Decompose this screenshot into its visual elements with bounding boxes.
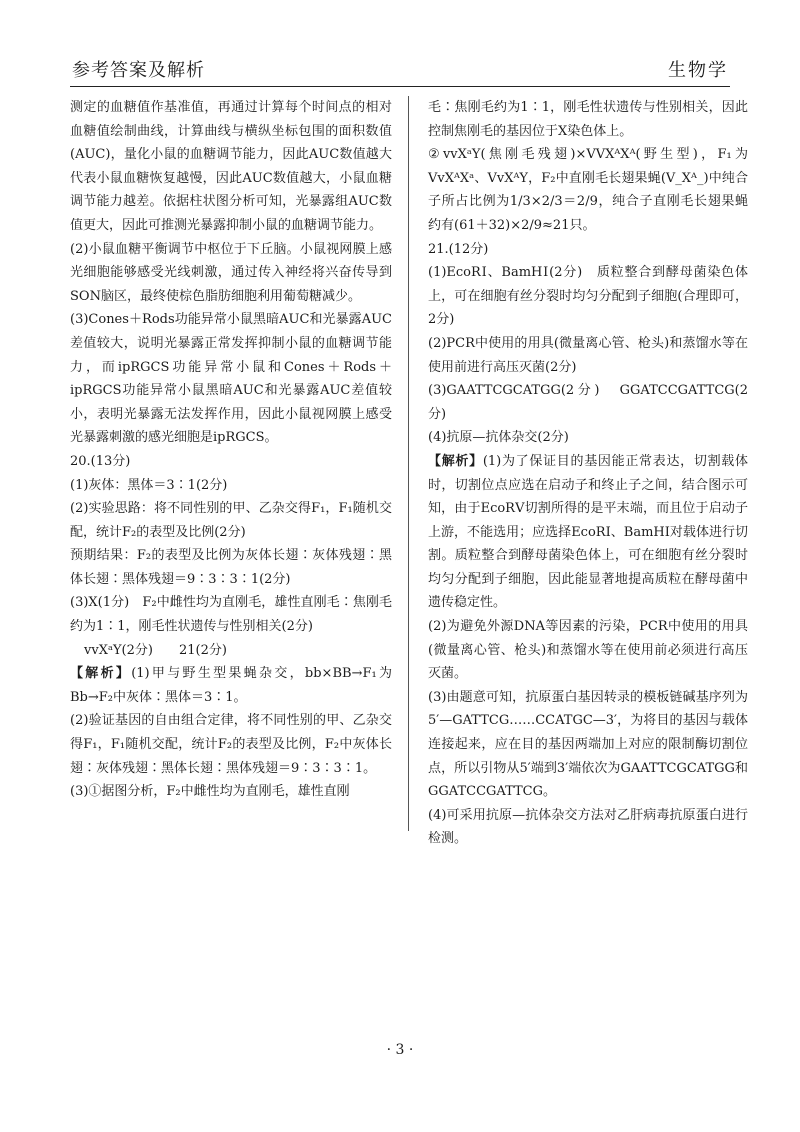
paragraph: ②vvXᵃY(焦刚毛残翅)×VVXᴬXᴬ(野生型)，F₁为VvXᴬXᵃ、VvXᴬY，F₂中直刚毛长翅果蝇(V_Xᴬ_)中纯合子所占比例为1/3×2/3＝2/9，纯合子直刚毛长翅果蝇约有(61＋32)×2/9≈21只。 — [428, 147, 748, 233]
answer-line: (3)X(1分) F₂中雌性均为直刚毛，雄性直刚毛∶焦刚毛约为1∶1，刚毛性状遗传与性别相关(2分) — [70, 595, 392, 635]
answer-line — [70, 639, 392, 663]
answer-line: (2)实验思路：将不同性别的甲、乙杂交得F₁，F₁随机交配，统计F₂的表型及比例(2分) — [70, 501, 392, 540]
analysis-paragraph: (3)由题意可知，抗原蛋白基因转录的模板链碱基序列为5′—GATTCG……CCATGC—3′，为将目的基因与载体连接起来，应在目的基因两端加上对应的限制酶切割位点，所以引物从5′端到3′端依次为GAATTCGCATGG和GGATCCGATTCG。 — [428, 689, 748, 800]
answer-line: (1)灰体：黑体＝3∶1(2分) — [70, 477, 228, 493]
answer-line: (4)抗原—抗体杂交(2分) — [428, 430, 569, 446]
answer-genotype: vvXᵃY(2分) — [84, 642, 153, 658]
analysis-paragraph — [428, 450, 748, 615]
answer-line: (1)EcoRⅠ、BamHⅠ(2分) 质粒整合到酵母菌染色体上，可在细胞有丝分裂时均匀分配到子细胞(合理即可，2分) — [428, 265, 748, 328]
header-title: 参考答案及解析 — [72, 60, 205, 81]
analysis-label: 【解析】 — [70, 666, 132, 682]
answer-line: 预期结果：F₂的表型及比例为灰体长翅∶灰体残翅∶黑体长翅∶黑体残翅＝9∶3∶3∶1(2分) — [70, 548, 392, 587]
answer-line: (2)PCR中使用的用具(微量离心管、枪头)和蒸馏水等在使用前进行高压灭菌(2分) — [428, 335, 748, 375]
question-number: 20.(13分) — [70, 453, 131, 469]
header-subject: 生物学 — [668, 60, 728, 81]
paragraph: 毛∶焦刚毛约为1∶1，刚毛性状遗传与性别相关，因此控制焦刚毛的基因位于X染色体上。 — [428, 100, 748, 139]
analysis-paragraph: (2)为避免外源DNA等因素的污染，PCR中使用的用具(微量离心管、枪头)和蒸馏水等在使用前必须进行高压灭菌。 — [428, 619, 748, 682]
analysis-text: (1)甲与野生型果蝇杂交，bb×BB→F₁为Bb→F₂中灰体∶黑体＝3∶1。 — [70, 666, 392, 705]
answer-line: (3)GAATTCGCATGG(2分) GGATCCGATTCG(2分) — [428, 383, 748, 422]
left-column — [70, 96, 392, 804]
analysis-paragraph: (4)可采用抗原—抗体杂交方法对乙肝病毒抗原蛋白进行检测。 — [428, 807, 748, 847]
answer-count: 21(2分) — [178, 642, 227, 658]
analysis-paragraph: (2)验证基因的自由组合定律，将不同性别的甲、乙杂交得F₁，F₁随机交配，统计F₂的表型及比例，F₂中灰体长翅∶灰体残翅∶黑体长翅∶黑体残翅＝9∶3∶3∶1。 — [70, 713, 392, 776]
column-divider — [408, 96, 409, 831]
page-header — [70, 52, 730, 87]
analysis-text: (1)为了保证目的基因能正常表达，切割载体时，切割位点应选在启动子和终止子之间，结合图示可知，由于EcoRⅤ切割所得的是平末端，而且位于启动子上游，不能选用；应选择EcoRⅠ、BamHⅠ对载体进行切割。质粒整合到酵母菌染色体上，可在细胞有丝分裂时均匀分配到子细胞，因此能显著地提高质粒在酵母菌中遗传稳定性。 — [428, 453, 748, 611]
analysis-label: 【解析】 — [428, 453, 483, 469]
paragraph: 测定的血糖值作基准值，再通过计算每个时间点的相对血糖值绘制曲线，计算曲线与横纵坐标包围的面积数值(AUC)，量化小鼠的血糖调节能力，因此AUC数值越大代表小鼠血糖恢复越慢，因此AUC数值越大，小鼠血糖调节能力越差。依据柱状图分析可知，光暴露组AUC数值更大，因此可推测光暴露抑制小鼠的血糖调节能力。 — [70, 100, 392, 233]
analysis-paragraph: (3)①据图分析，F₂中雌性均为直刚毛，雄性直刚 — [70, 784, 350, 800]
analysis-paragraph — [70, 662, 392, 709]
paragraph: (3)Cones＋Rods功能异常小鼠黑暗AUC和光暴露AUC差值较大，说明光暴露正常发挥抑制小鼠的血糖调节能力，而ipRGCS功能异常小鼠和Cones＋Rods＋ipRGCS功能异常小鼠黑暗AUC和光暴露AUC差值较小，表明光暴露无法发挥作用，因此小鼠视网膜上感受光暴露刺激的感光细胞是ipRGCS。 — [70, 312, 392, 446]
right-column — [428, 96, 748, 851]
page-number: · 3 · — [386, 1042, 414, 1058]
paragraph: (2)小鼠血糖平衡调节中枢位于下丘脑。小鼠视网膜上感光细胞能够感受光线刺激，通过传入神经将兴奋传导到SON脑区，最终使棕色脂肪细胞利用葡萄糖减少。 — [70, 241, 392, 304]
question-number: 21.(12分) — [428, 241, 489, 257]
